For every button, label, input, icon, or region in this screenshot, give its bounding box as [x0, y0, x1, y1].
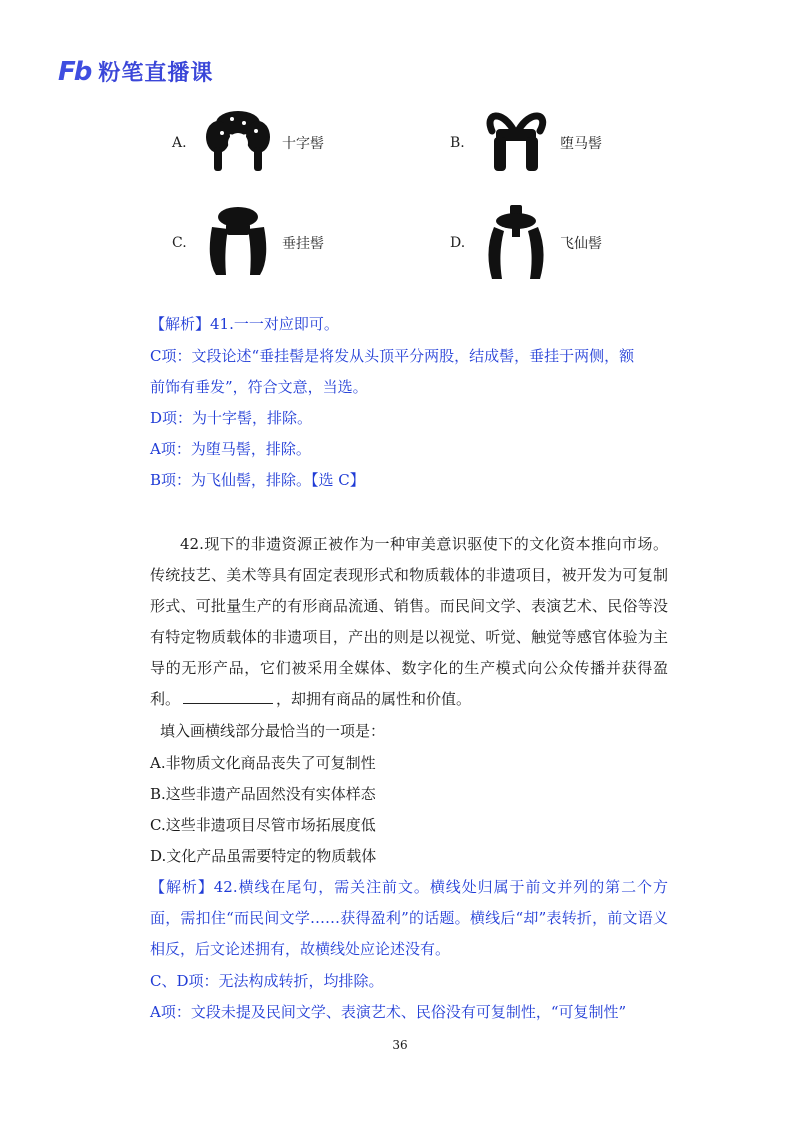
page-number: 36: [392, 1038, 408, 1052]
hairstyle-c-illustration: [198, 203, 278, 283]
choice-c: C.这些非遗项目尽管市场拓展度低: [150, 816, 376, 834]
option-a: [172, 103, 324, 183]
hairstyle-d-illustration: [476, 203, 556, 283]
analysis41-line3: 前饰有垂发”，符合文意，当选。: [150, 378, 368, 396]
analysis41-line6: B项：为飞仙髻，排除。【选 C】: [150, 471, 365, 489]
option-name: 十字髻: [282, 136, 324, 152]
brand-name: 粉笔直播课: [98, 61, 214, 86]
option-letter: D.: [450, 235, 466, 251]
option-name: 飞仙髻: [560, 236, 602, 252]
option-letter: A.: [172, 135, 187, 151]
choice-b: B.这些非遗产品固然没有实体样态: [150, 785, 376, 803]
option-name: 垂挂髻: [282, 236, 324, 252]
analysis41-line5: A项：为堕马髻，排除。: [150, 440, 311, 458]
choice-d: D.文化产品虽需要特定的物质载体: [150, 847, 377, 865]
answer-blank: [183, 689, 273, 704]
analysis42-line2: C、D项：无法构成转折，均排除。: [150, 972, 384, 990]
analysis42-line1: 【解析】42.横线在尾句，需关注前文。横线处归属于前文并列的第二个方面，需扣住“而民间文学……获得盈利”的话题。横线后“却”表转折，前文语义相反，后文论述拥有，故横线处应论述没有。: [150, 878, 668, 958]
choice-a: A.非物质文化商品丧失了可复制性: [150, 754, 376, 772]
option-b: [450, 103, 602, 183]
question42-stem-tail: ，却拥有商品的属性和价值。: [276, 690, 472, 708]
analysis41-line1: 【解析】41.一一对应即可。: [150, 315, 339, 333]
brand-logo: [58, 56, 213, 87]
analysis41-line2: C项：文段论述“垂挂髻是将发从头顶平分两股，结成髻，垂挂于两侧，额: [150, 347, 635, 365]
option-letter: C.: [172, 235, 187, 251]
question42-stem: [150, 529, 668, 715]
option-letter: B.: [450, 135, 465, 151]
hairstyle-b-illustration: [476, 103, 556, 183]
analysis41-line4: D项：为十字髻，排除。: [150, 409, 313, 427]
logo-mark: Fb: [58, 56, 91, 87]
question42-prompt: 填入画横线部分最恰当的一项是：: [160, 722, 386, 740]
hairstyle-a-illustration: [198, 103, 278, 183]
option-d: [450, 203, 602, 283]
option-c: [172, 203, 324, 283]
analysis42-line3: A项：文段未提及民间文学、表演艺术、民俗没有可复制性，“可复制性”: [150, 1003, 627, 1021]
option-name: 堕马髻: [560, 136, 602, 152]
question42-stem-text: 42.现下的非遗资源正被作为一种审美意识驱使下的文化资本推向市场。传统技艺、美术等具有固定表现形式和物质载体的非遗项目，被开发为可复制形式、可批量生产的有形商品流通、销售。而民间文学、表演艺术、民俗等没有特定物质载体的非遗项目，产出的则是以视觉、听觉、触觉等感官体验为主导的无形产品，它们被采用全媒体、数字化的生产模式向公众传播并获得盈利。: [150, 535, 668, 708]
